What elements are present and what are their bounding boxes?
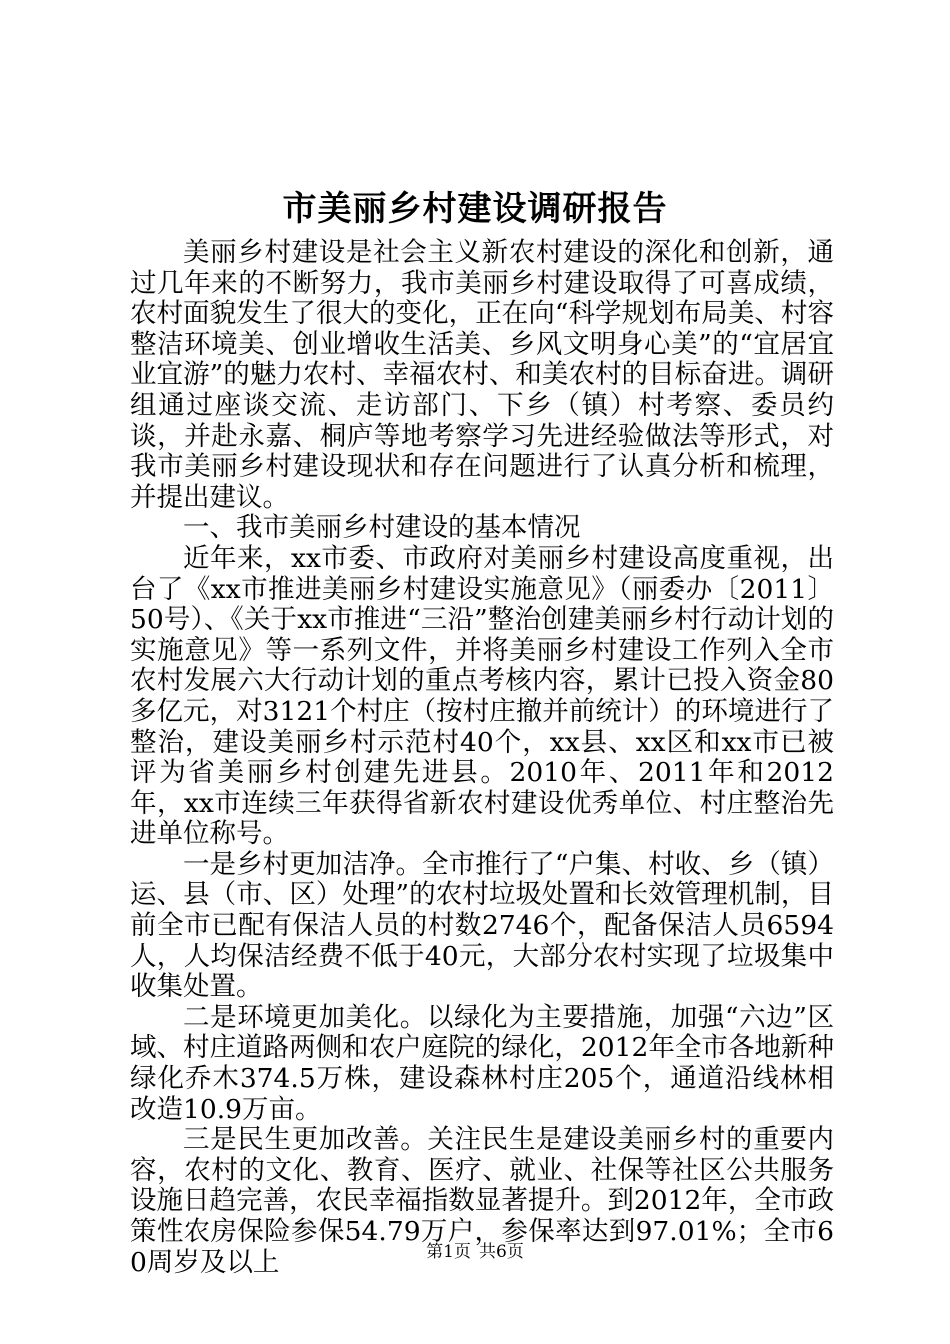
section-heading: 一、我市美丽乡村建设的基本情况 bbox=[183, 512, 581, 544]
document-body bbox=[130, 238, 834, 1278]
page-total: 共6页 bbox=[479, 1242, 524, 1262]
paragraph-intro: 美丽乡村建设是社会主义新农村建设的深化和创新，通过几年来的不断努力，我市美丽乡村建设取得了可喜成绩，农村面貌发生了很大的变化，正在向“科学规划布局美、村容整洁环境美、创业增收生活美、乡风文明身心美”的“宜居宜业宜游”的魅力农村、幸福农村、和美农村的目标奋进。调研组通过座谈交流、走访部门、下乡（镇）村考察、委员约谈，并赴永嘉、桐庐等地考察学习先进经验做法等形式，对我市美丽乡村建设现状和存在问题进行了认真分析和梳理，并提出建议。 bbox=[130, 237, 834, 513]
paragraph-point-2: 二是环境更加美化。以绿化为主要措施，加强“六边”区域、村庄道路两侧和农户庭院的绿化，2012年全市各地新种绿化乔木374.5万株，建设森林村庄205个，通道沿线林相改造10.9万亩。 bbox=[130, 1001, 834, 1125]
paragraph-point-3: 三是民生更加改善。关注民生是建设美丽乡村的重要内容，农村的文化、教育、医疗、就业、社保等社区公共服务设施日趋完善，农民幸福指数显著提升。到2012年，全市政策性农房保险参保54.79万户，参保率达到97.01%；全市60周岁及以上 bbox=[130, 1124, 834, 1278]
page-number: 第1页 bbox=[426, 1242, 471, 1262]
document-title: 市美丽乡村建设调研报告 bbox=[282, 189, 668, 229]
paragraph-overview: 近年来，xx市委、市政府对美丽乡村建设高度重视，出台了《xx市推进美丽乡村建设实施意见》（丽委办〔2011〕50号）、《关于xx市推进“三沿”整治创建美丽乡村行动计划的实施意见》等一系列文件，并将美丽乡村建设工作列入全市农村发展六大行动计划的重点考核内容，累计已投入资金80多亿元，对3121个村庄（按村庄撤并前统计）的环境进行了整治，建设美丽乡村示范村40个，xx县、xx区和xx市已被评为省美丽乡村创建先进县。2010年、2011年和2012年，xx市连续三年获得省新农村建设优秀单位、村庄整治先进单位称号。 bbox=[130, 542, 834, 850]
paragraph-point-1: 一是乡村更加洁净。全市推行了“户集、村收、乡（镇）运、县（市、区）处理”的农村垃圾处置和长效管理机制，目前全市已配有保洁人员的村数2746个，配备保洁人员6594人，人均保洁经费不低于40元，大部分农村实现了垃圾集中收集处置。 bbox=[130, 848, 834, 1003]
page-footer bbox=[0, 1241, 950, 1263]
